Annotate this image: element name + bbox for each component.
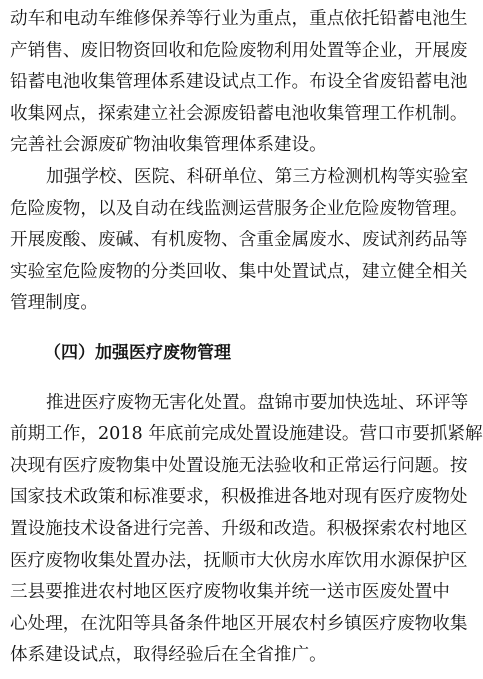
paragraph-medical-waste-disposal bbox=[10, 388, 483, 672]
text-line: 心处理，在沈阳等具备条件地区开展农村乡镇医疗废物收集 bbox=[10, 613, 468, 634]
text-line: 加强学校、医院、科研单位、第三方检测机构等实验室 bbox=[46, 166, 469, 187]
section-spacer bbox=[10, 320, 430, 338]
text-line: 危险废物，以及自动在线监测运营服务企业危险废物管理。 bbox=[10, 198, 468, 219]
section-heading-block bbox=[10, 338, 430, 370]
text-line: 置设施技术设备进行完善、升级和改造。积极探索农村地区 bbox=[10, 518, 468, 539]
text-line: 动车和电动车维修保养等行业为重点，重点依托铅蓄电池生 bbox=[10, 9, 468, 29]
text-line: 铅蓄电池收集管理体系建设试点工作。布设全省废铅蓄电池 bbox=[10, 72, 468, 93]
text-line: 前期工作，2018 年底前完成处置设施建设。营口市要抓紧解 bbox=[10, 424, 483, 445]
text-line: 推进医疗废物无害化处置。盘锦市要加快选址、环评等 bbox=[46, 392, 469, 413]
section-heading: （四）加强医疗废物管理 bbox=[44, 342, 231, 363]
text-line: 开展废酸、废碱、有机废物、含重金属废水、废试剂药品等 bbox=[10, 230, 468, 251]
text-line: 管理制度。 bbox=[10, 293, 98, 314]
text-line: 完善社会源废矿物油收集管理体系建设。 bbox=[10, 135, 327, 156]
text-line: 三县要推进农村地区医疗废物收集并统一送市医废处置中 bbox=[10, 582, 450, 603]
section-spacer bbox=[10, 370, 430, 388]
text-line: 体系建设试点，取得经验后在全省推广。 bbox=[10, 645, 327, 666]
text-line: 决现有医疗废物集中处置设施无法验收和正常运行问题。按 bbox=[10, 455, 468, 476]
paragraph-waste-battery-collection bbox=[10, 4, 468, 162]
text-line: 实验室危险废物的分类回收、集中处置试点，建立健全相关 bbox=[10, 261, 468, 282]
text-line: 产销售、废旧物资回收和危险废物利用处置等企业，开展废 bbox=[10, 40, 468, 61]
text-line: 收集网点，探索建立社会源废铅蓄电池收集管理工作机制。 bbox=[10, 103, 468, 124]
text-line: 国家技术政策和标准要求，积极推进各地对现有医疗废物处 bbox=[10, 487, 468, 508]
text-line: 医疗废物收集处置办法，抚顺市大伙房水库饮用水源保护区 bbox=[10, 550, 468, 571]
paragraph-laboratory-hazardous-waste bbox=[10, 162, 469, 320]
